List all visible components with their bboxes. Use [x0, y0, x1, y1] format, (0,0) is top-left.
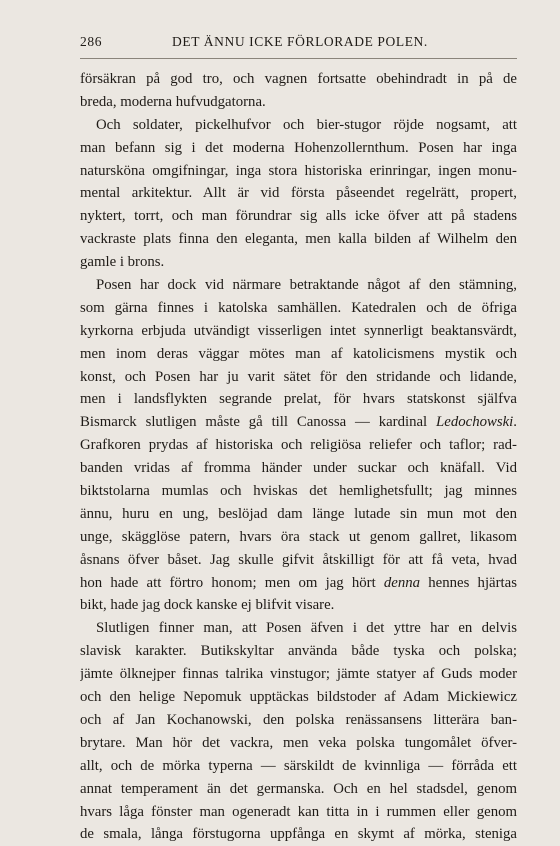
- text-line: som gärna finnes i katolska samhällen. Katedralen och de öfriga: [80, 299, 517, 316]
- text-line: annat temperament än det germanska. Och en hel stadsdel, genom: [80, 780, 517, 797]
- text-line: och af Jan Kochanowski, den polska renässansens litterära ban-: [80, 711, 517, 728]
- text-line: slavisk karakter. Butikskyltar använda både tyska och polska;: [80, 643, 517, 660]
- header-rule: [80, 58, 517, 59]
- text-line: Grafkoren prydas af historiska och religiösa reliefer och taflor; rad-: [80, 437, 517, 454]
- text-line: bikt, hade jag dock kanske ej blifvit visare.: [80, 597, 335, 614]
- text-line: Slutligen finner man, att Posen äfven i det yttre har en delvis: [96, 620, 517, 637]
- body-text: [80, 68, 517, 846]
- page-header: [80, 34, 517, 52]
- page-number: 286: [80, 34, 103, 49]
- text-line: nyktert, torrt, och man förundrar sig alls icke öfver att på stadens: [80, 208, 517, 225]
- text-line: hvars låga fönster man ogeneradt kan titta in i rummen eller genom: [80, 803, 517, 820]
- text-line: och den helige Nepomuk upptäckas bildstoder af Adam Mickiewicz: [80, 689, 517, 706]
- text-line: vackraste plats finna den eleganta, men kalla bilden af Wilhelm den: [80, 231, 517, 248]
- text-line: men inom deras väggar mötes man af katolicismens mystik och: [80, 345, 517, 362]
- text-line: försäkran på god tro, och vagnen fortsatte obehindradt in på de: [80, 71, 517, 87]
- text-line: Posen har dock vid närmare betraktande något af den stämning,: [96, 277, 517, 294]
- running-title: DET ÄNNU ICKE FÖRLORADE POLEN.: [172, 34, 428, 49]
- text-line: jämte ölknejper finnas talrika vinstugor; jämte statyer af Guds moder: [80, 666, 517, 683]
- text-line: åsnans öfver båset. Jag skulle gifvit åtskilligt för att få veta, hvad: [80, 551, 517, 568]
- text-line: brytare. Man hör det vackra, men veka polska tungomålet öfver-: [80, 734, 517, 751]
- text-line: breda, moderna hufvudgatorna.: [80, 93, 266, 110]
- text-line: konst, och Posen har ju varit sätet för den stridande och lidande,: [80, 368, 517, 385]
- text-line: man befann sig i det moderna Hohenzollernthum. Posen har inga: [80, 139, 517, 156]
- text-line: hon hade att förtro honom; men om jag hört denna hennes hjärtas: [80, 574, 517, 591]
- text-line: mental arkitektur. Allt är vid första påseendet regelrätt, propert,: [80, 185, 517, 202]
- text-line: ännu, huru en ung, beslöjad dam länge lutade sin mun mot den: [80, 505, 517, 522]
- text-line: biktstolarna mumlas och hviskas det hemlighetsfullt; jag minnes: [80, 483, 517, 500]
- text-line: kyrkorna erbjuda utvändigt visserligen intet synnerligt beaktansvärdt,: [80, 322, 517, 339]
- text-line: unge, skägglöse patern, hvars öra stack ut genom gallret, likasom: [80, 528, 517, 545]
- text-line: gamle i brons.: [80, 254, 165, 271]
- text-line: Bismarck slutligen måste gå till Canossa — kardinal Ledochowski.: [80, 414, 517, 431]
- text-line: Och soldater, pickelhufvor och bier-stugor röjde nogsamt, att: [96, 116, 517, 133]
- text-line: men i landsflykten segrande prelat, för hvars statskonst själfva: [80, 391, 517, 408]
- text-line: natursköna omgifningar, inga stora historiska erinringar, ingen monu-: [80, 162, 517, 179]
- text-line: banden vridas af fromma händer under suckar och knäfall. Vid: [80, 460, 517, 477]
- text-line: allt, och de mörka typerna — särskildt de kvinnliga — förråda ett: [80, 757, 517, 774]
- text-line: de smala, långa förstugorna uppfånga en skymt af mörka, steniga: [80, 826, 517, 843]
